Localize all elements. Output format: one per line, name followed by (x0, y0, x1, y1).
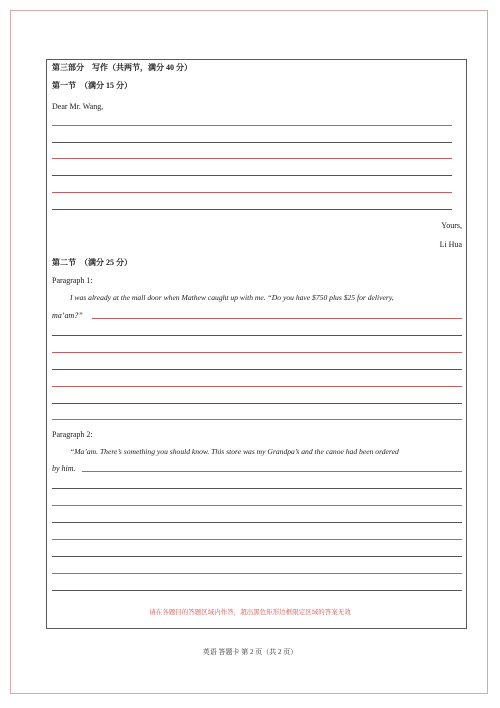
writing-line (52, 505, 462, 506)
writing-line (52, 125, 452, 126)
letter-signature: Li Hua (439, 240, 462, 249)
section1-heading: 第一节 （满分 15 分） (52, 81, 132, 90)
paragraph2-label: Paragraph 2: (52, 430, 93, 439)
letter-closing: Yours, (441, 221, 462, 230)
paragraph2-prompt-line1: “Ma’am. There’s something you should know. This store was my Grandpa’s and the canoe had been ordered (70, 447, 399, 456)
writing-line (52, 352, 462, 353)
writing-line (52, 573, 462, 574)
section2-heading: 第二节 （满分 25 分） (52, 258, 132, 267)
writing-line (52, 556, 462, 557)
writing-line (52, 192, 452, 193)
paragraph2-prompt-line2: by him. (52, 464, 76, 473)
answer-area-notice: 请在各题目的答题区域内作答，超出黑色矩形边框限定区域的答案无效 (149, 609, 351, 616)
paragraph1-prompt-line2: ma’am?” (52, 311, 83, 320)
part-heading: 第三部分 写作（共两节，满分 40 分） (52, 63, 192, 72)
writing-line (52, 142, 452, 143)
writing-line (52, 488, 462, 489)
writing-line (92, 318, 462, 319)
writing-line (52, 590, 462, 591)
answer-area-border (46, 59, 467, 629)
writing-line (52, 209, 452, 210)
writing-line (52, 175, 452, 176)
writing-line (82, 471, 462, 472)
writing-line (52, 522, 462, 523)
writing-line (52, 369, 462, 370)
writing-line (52, 386, 462, 387)
writing-line (52, 419, 462, 420)
writing-line (52, 158, 452, 159)
writing-line (52, 335, 462, 336)
paragraph1-label: Paragraph 1: (52, 276, 93, 285)
letter-salutation: Dear Mr. Wang, (52, 102, 104, 111)
writing-line (52, 403, 462, 404)
paragraph1-prompt-line1: I was already at the mall door when Mathew caught up with me. “Do you have $750 plus $25 for delivery, (70, 293, 394, 302)
page-footer: 英语 答题卡 第 2 页（共 2 页） (202, 648, 298, 656)
writing-line (52, 539, 462, 540)
